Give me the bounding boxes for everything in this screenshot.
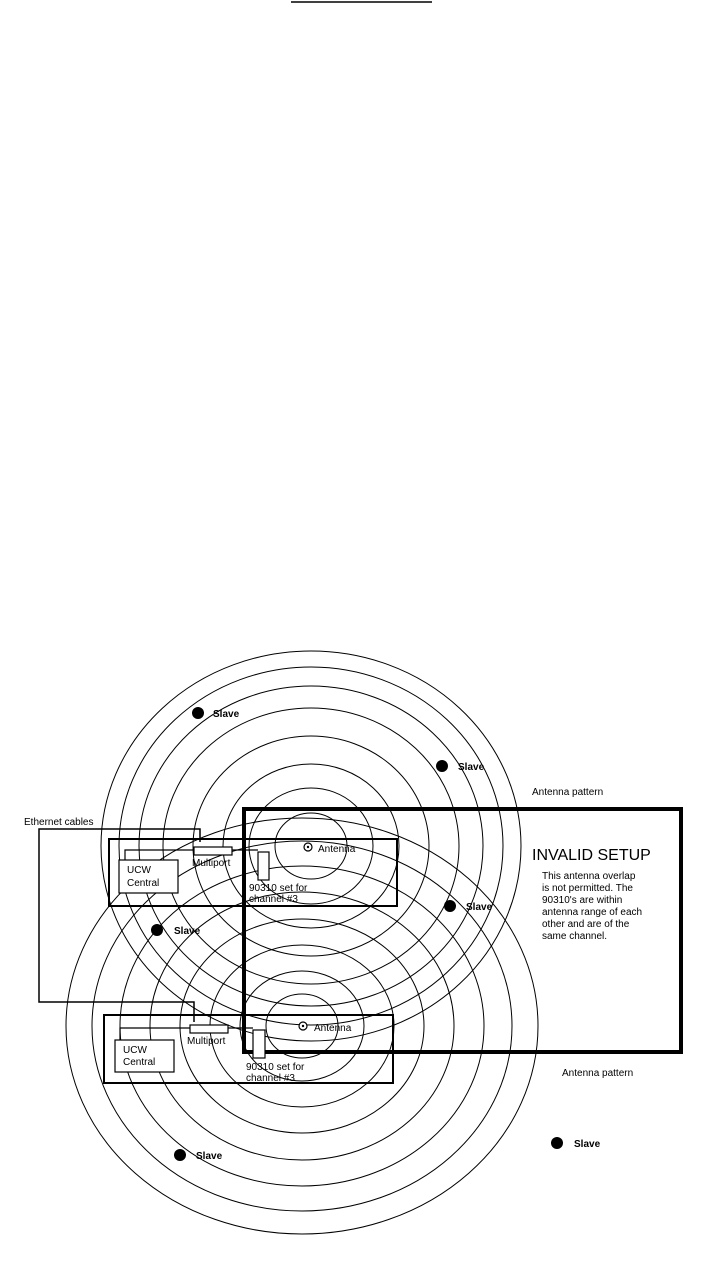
slave-4 [151,924,201,937]
bottom-radio-label: 90310 set for channel #3 [246,1062,305,1084]
invalid-setup-description: This antenna overlap is not permitted. The 90310's are within antenna range of each other and are of the same channel. [542,871,643,942]
ethernet-cables-label: Ethernet cables [24,817,94,828]
slave-label: Slave [196,1151,223,1162]
top-multiport-box [194,847,232,855]
slave-dot [436,760,448,772]
antenna-pattern-top-label: Antenna pattern [532,787,604,798]
top-radio-90310 [258,852,269,880]
top-ucw-label: UCW [127,865,151,876]
bottom-antenna-label: Antenna [314,1023,352,1034]
top-central-label: Central [127,878,160,889]
slave-dot [444,900,456,912]
slave-dot [174,1149,186,1161]
bottom-central-label: Central [123,1057,156,1068]
slave-dot [151,924,163,936]
bottom-ucw-label: UCW [123,1045,147,1056]
slave-1 [192,707,240,720]
slave-label: Slave [174,926,201,937]
bottom-radio-90310 [253,1030,265,1058]
slave-2 [436,760,485,773]
top-multiport-label: Multiport [192,858,231,869]
slave-dot [192,707,204,719]
bottom-multiport-label: Multiport [187,1036,226,1047]
top-antenna-label: Antenna [318,844,356,855]
slave-dot [551,1137,563,1149]
slave-label: Slave [213,709,240,720]
antenna-pattern-bottom-label: Antenna pattern [562,1068,634,1079]
bottom-multiport-box [190,1025,228,1033]
slave-label: Slave [458,762,485,773]
invalid-setup-title: INVALID SETUP [532,847,651,864]
bottom-station [104,1015,393,1084]
slave-6 [551,1137,601,1150]
slave-5 [174,1149,223,1162]
slave-3 [444,900,493,913]
slave-label: Slave [574,1139,601,1150]
slave-label: Slave [466,902,493,913]
top-radio-label: 90310 set for channel #3 [249,883,308,905]
